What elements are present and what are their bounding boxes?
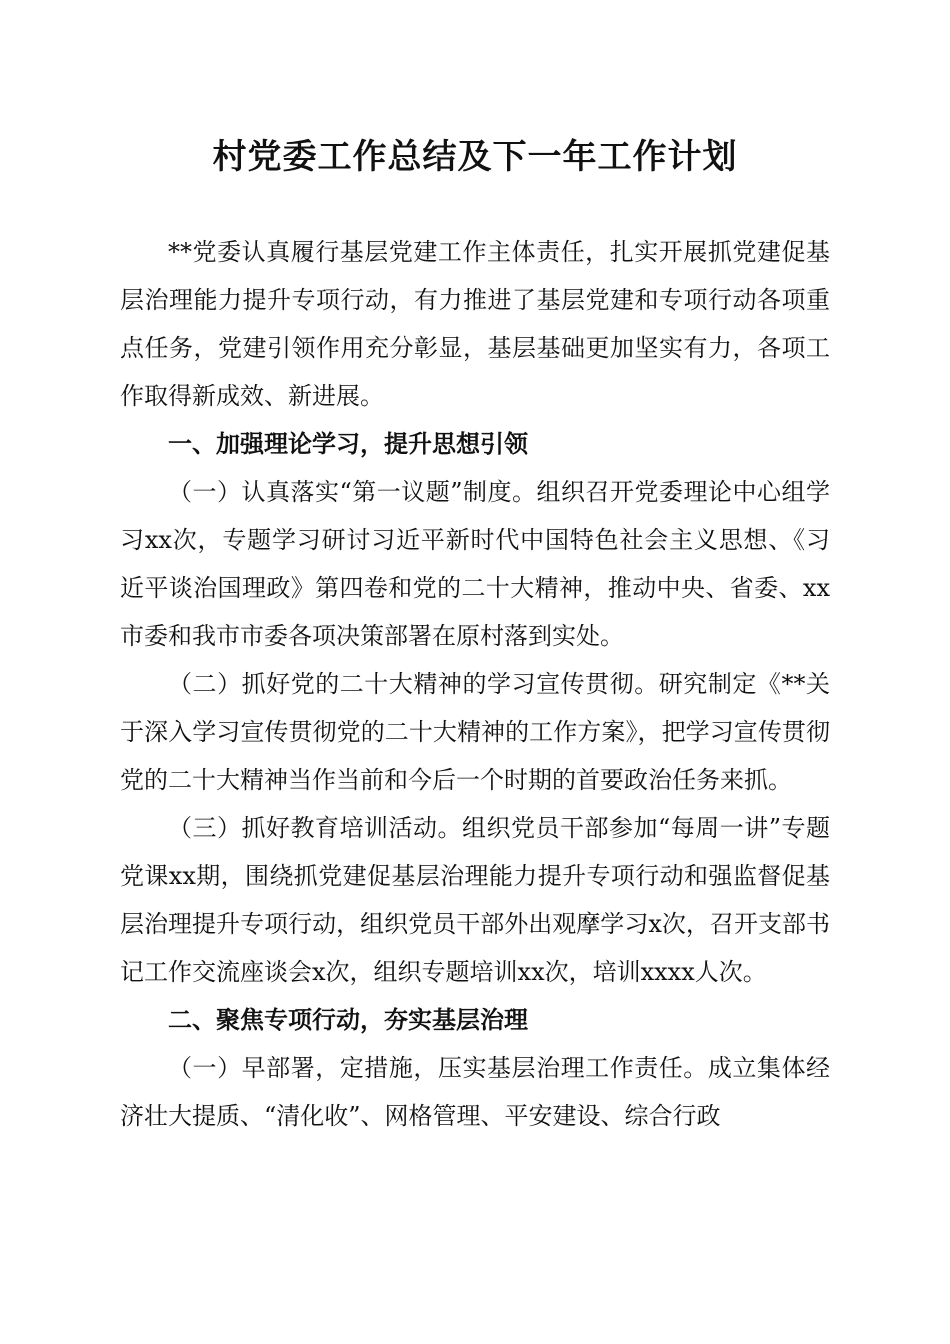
intro-paragraph: **党委认真履行基层党建工作主体责任，扎实开展抓党建促基层治理能力提升专项行动，有力推进了基层党建和专项行动各项重点任务，党建引领作用充分彰显，基层基础更加坚实有力，各项工作取得新成效、新进展。 xyxy=(120,238,830,410)
document-body xyxy=(120,228,830,1140)
section-heading-2: 二、聚焦专项行动，夯实基层治理 xyxy=(168,1006,528,1034)
section-1-paragraph-3: （三）抓好教育培训活动。组织党员干部参加“每周一讲”专题党课xx期，围绕抓党建促基层治理能力提升专项行动和强监督促基层治理提升专项行动，组织党员干部外出观摩学习x次，召开支部书记工作交流座谈会x次，组织专题培训xx次，培训xxxx人次。 xyxy=(120,814,830,986)
section-1-paragraph-1: （一）认真落实“第一议题”制度。组织召开党委理论中心组学习xx次，专题学习研讨习近平新时代中国特色社会主义思想、《习近平谈治国理政》第四卷和党的二十大精神，推动中央、省委、xx市委和我市市委各项决策部署在原村落到实处。 xyxy=(120,478,830,650)
section-heading-1: 一、加强理论学习，提升思想引领 xyxy=(168,430,528,458)
section-1-paragraph-2: （二）抓好党的二十大精神的学习宣传贯彻。研究制定《**关于深入学习宣传贯彻党的二十大精神的工作方案》，把学习宣传贯彻党的二十大精神当作当前和今后一个时期的首要政治任务来抓。 xyxy=(120,670,830,794)
section-2-paragraph-1: （一）早部署，定措施，压实基层治理工作责任。成立集体经济壮大提质、“清化收”、网格管理、平安建设、综合行政 xyxy=(120,1054,830,1130)
document-title: 村党委工作总结及下一年工作计划 xyxy=(212,137,738,177)
